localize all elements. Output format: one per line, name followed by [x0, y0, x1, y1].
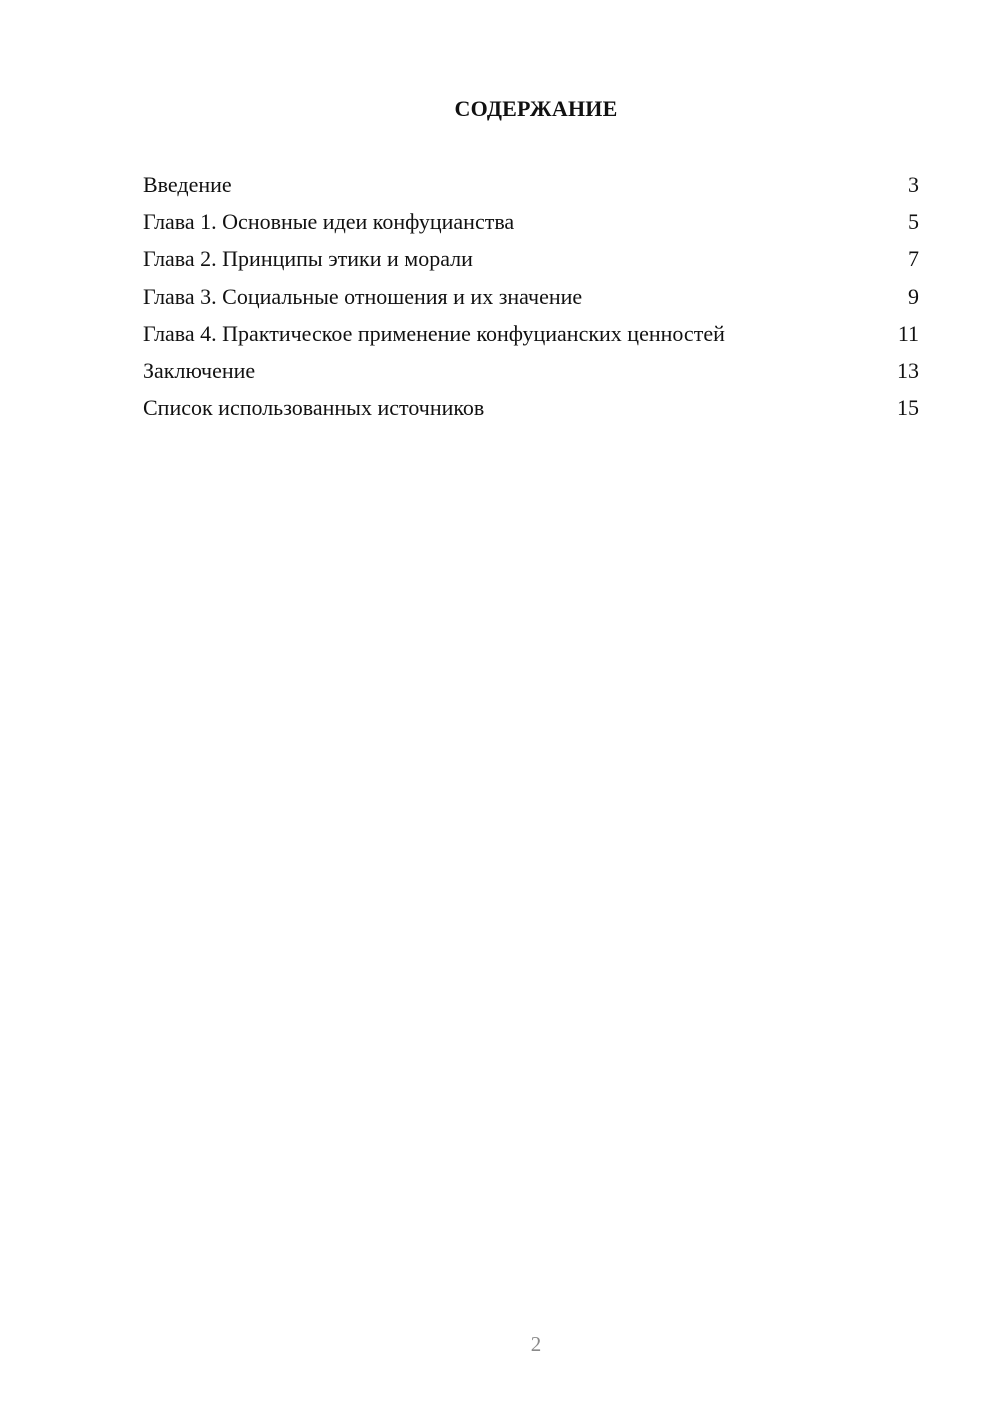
toc-entry-page: 3 [908, 172, 919, 197]
toc-entry-label: Глава 4. Практическое применение конфуцианских ценностей [143, 320, 725, 346]
toc-entry-page: 5 [908, 209, 919, 235]
toc-entry-label: Список использованных источников [143, 395, 485, 421]
toc-entry-label: Введение [143, 172, 232, 197]
toc-title: СОДЕРЖАНИЕ [454, 96, 618, 121]
toc-entry-introduction [143, 166, 919, 203]
toc-entry-label: Глава 2. Принципы этики и морали [143, 246, 473, 272]
table-of-contents [143, 166, 919, 426]
page-number: 2 [530, 1332, 542, 1356]
toc-entry-page: 9 [908, 283, 919, 309]
toc-entry-chapter-4 [143, 315, 919, 352]
toc-entry-chapter-3 [143, 278, 919, 315]
toc-entry-label: Заключение [143, 357, 256, 383]
toc-entry-label: Глава 3. Социальные отношения и их значение [143, 283, 583, 309]
toc-entry-page: 7 [908, 246, 919, 272]
toc-entry-chapter-2 [143, 240, 919, 277]
toc-entry-page: 11 [897, 320, 919, 346]
toc-entry-references [143, 389, 919, 426]
toc-entry-chapter-1 [143, 203, 919, 240]
toc-entry-page: 13 [897, 357, 919, 383]
toc-entry-page: 15 [897, 395, 919, 421]
toc-entry-label: Глава 1. Основные идеи конфуцианства [143, 209, 515, 235]
toc-entry-conclusion [143, 352, 919, 389]
